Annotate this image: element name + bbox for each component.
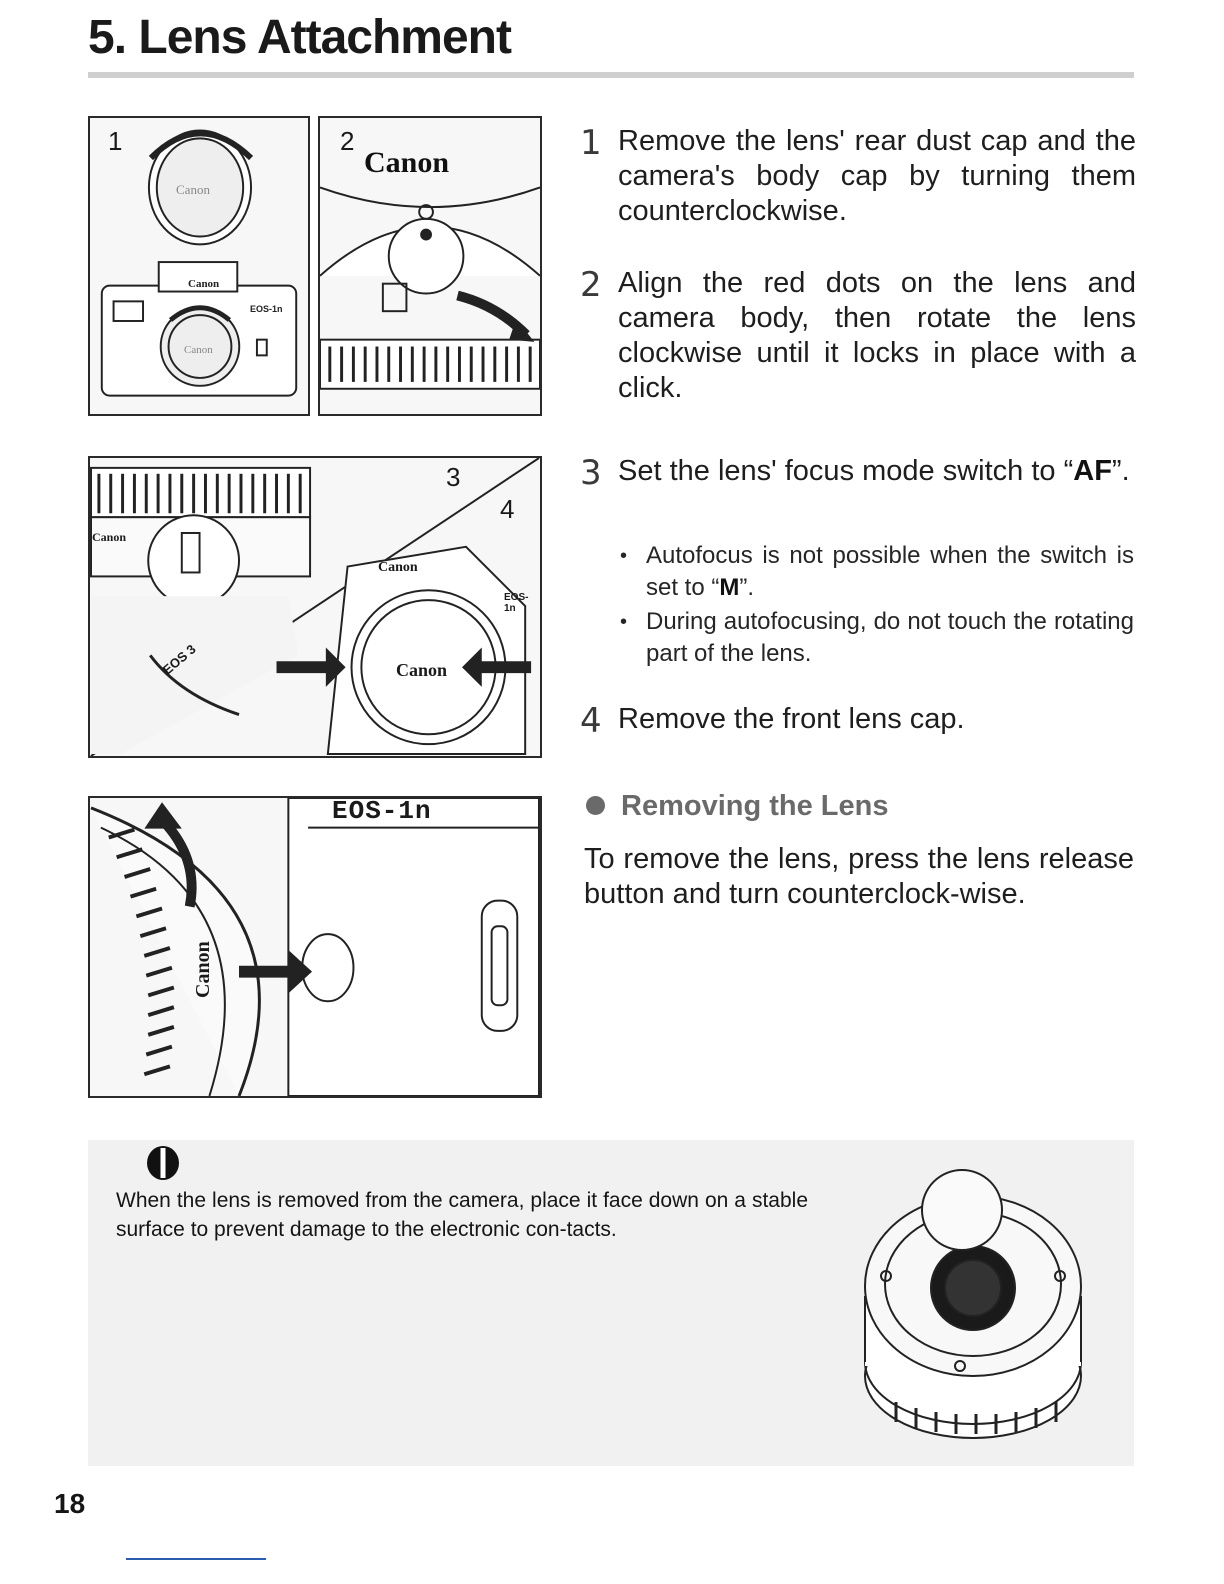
- figure-5-lens-brand: Canon: [192, 941, 214, 998]
- figure-5-model: EOS-1n: [332, 796, 432, 826]
- title-divider: [88, 72, 1134, 78]
- step-1-number: 1: [580, 123, 602, 163]
- figure-remove-caps: [88, 116, 310, 416]
- figure-1-cap-brand: Canon: [176, 182, 210, 197]
- step-3-af-mode: AF: [1073, 455, 1112, 487]
- step-4-text: Remove the front lens cap.: [618, 703, 965, 735]
- step-3: [580, 453, 1136, 493]
- removing-lens-heading-text: Removing the Lens: [621, 790, 889, 822]
- figure-1-number: 1: [108, 126, 123, 156]
- caution-note-text: When the lens is removed from the camera, place it face down on a stable surface to prevent damage to the electronic con-tacts.: [116, 1189, 808, 1241]
- figure-3-number: 3: [446, 462, 461, 492]
- figure-align-dots: [318, 116, 542, 416]
- step-2-text: Align the red dots on the lens and camera body, then rotate the lens clockwise until it locks in place with a click.: [618, 267, 1136, 404]
- step-3-text-before: Set the lens' focus mode switch to “: [618, 455, 1074, 487]
- figure-focus-switch-front-cap: [88, 456, 542, 758]
- note-bullet-rotating: • During autofocusing, do not touch the rotating part of the lens.: [618, 606, 1134, 670]
- figure-4-model: EOS-1n: [504, 592, 529, 614]
- step-3-text: [618, 454, 1136, 489]
- step-3-text-after: ”.: [1111, 455, 1130, 487]
- step-2: [580, 266, 1136, 406]
- figure-focus-switch-illustration: [90, 458, 540, 756]
- figure-4-number: 4: [500, 494, 515, 524]
- step-3-number: 3: [580, 453, 602, 493]
- removing-lens-text: To remove the lens, press the lens release button and turn counterclock-wise.: [584, 843, 1134, 910]
- step-1: [580, 124, 1136, 229]
- figure-removing-lens: [88, 796, 542, 1098]
- footer-divider: [126, 1558, 266, 1560]
- figure-1-body-cap-brand: Canon: [184, 344, 213, 356]
- removing-lens-heading: [586, 790, 889, 823]
- lens-rear-illustration: [856, 1166, 1090, 1448]
- figure-1-model-mark: EOS-1n: [250, 304, 283, 314]
- step-2-number: 2: [580, 265, 602, 305]
- step-1-text: Remove the lens' rear dust cap and the camera's body cap by turning them counterclockwise.: [618, 125, 1136, 227]
- bullet-dot-icon: [586, 796, 605, 815]
- note-bullet-autofocus: [618, 540, 1134, 604]
- step-4: [580, 701, 1136, 741]
- step-3-notes: [618, 540, 1134, 672]
- note-bullet-m-mode: M: [719, 574, 740, 601]
- step-4-number: 4: [580, 701, 602, 741]
- figure-3-lens-text: EOS 3: [159, 641, 199, 678]
- figure-4-body-brand: Canon: [378, 560, 418, 575]
- figure-1-body-brand: Canon: [188, 278, 220, 290]
- figure-3-lens-brand: Canon: [92, 530, 127, 544]
- note-bullet-autofocus-before: Autofocus is not possible when the switch is set to “: [646, 542, 1134, 601]
- figure-4-cap-brand: Canon: [396, 660, 448, 680]
- page-title: 5. Lens Attachment: [88, 11, 511, 64]
- figure-removing-lens-illustration: [90, 798, 540, 1096]
- note-bullet-autofocus-after: ”.: [739, 574, 755, 601]
- figure-remove-caps-illustration: [90, 118, 308, 414]
- caution-icon: [142, 1140, 184, 1182]
- figure-2-number: 2: [340, 126, 355, 156]
- figure-2-brand: Canon: [364, 146, 450, 179]
- page-number: 18: [54, 1488, 86, 1519]
